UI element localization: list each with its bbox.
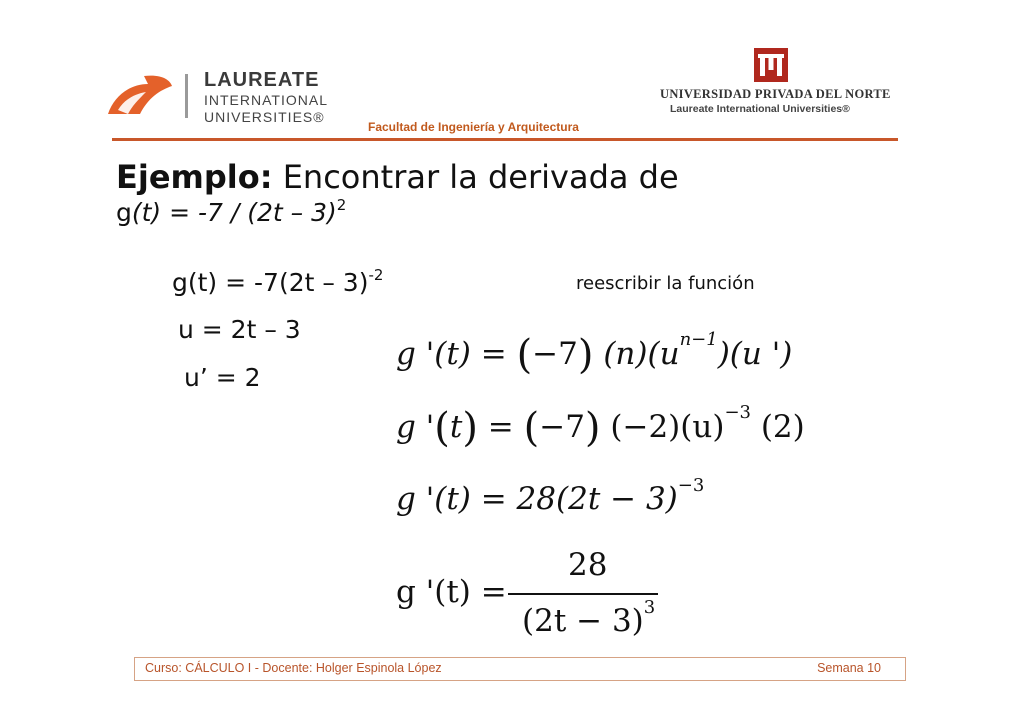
header-rule (112, 138, 898, 141)
line1-exp: n−1 (679, 329, 718, 350)
line2-coef: −7 (539, 409, 585, 445)
laureate-wordmark (204, 70, 328, 124)
final-lhs: g '(t) = (396, 574, 507, 610)
upn-emblem-icon (754, 48, 788, 82)
simplified-line (396, 475, 705, 517)
laureate-line2: INTERNATIONAL (204, 92, 328, 108)
function-exponent: 2 (336, 196, 347, 214)
laureate-line3: UNIVERSITIES® (204, 109, 325, 125)
line2-t: t (449, 409, 463, 445)
week-label: Semana 10 (817, 661, 881, 675)
function-body: (t) = -7 / (2t – 3) (131, 198, 337, 227)
line3-exp: −3 (677, 475, 705, 496)
course-info: Curso: CÁLCULO I - Docente: Holger Espinola López (145, 661, 442, 675)
title-rest: Encontrar la derivada de (272, 158, 679, 196)
line2-exp: −3 (724, 402, 751, 423)
logo-divider (185, 74, 188, 118)
denominator-base: (2t − 3) (522, 603, 644, 639)
fraction-denominator (522, 597, 656, 639)
laureate-leaf-icon (104, 70, 174, 120)
slide-footer (134, 657, 906, 681)
rewrite-step (172, 268, 383, 297)
line2-lhs: g ' (396, 409, 435, 445)
fraction-bar (508, 593, 658, 595)
upn-subtitle: Laureate International Universities® (670, 103, 850, 115)
function-name: g (116, 198, 132, 227)
line2-mid: (−2)(u) (600, 409, 725, 445)
upn-name: UNIVERSIDAD PRIVADA DEL NORTE (660, 87, 891, 101)
line1-tail: )(u ') (717, 336, 793, 372)
chain-rule-line: g '(t) = (−7) $(n)(u^{n-1})(u$ ') (396, 329, 793, 378)
line1-lhs: g '(t) = (396, 336, 517, 372)
line2-eq: = (477, 409, 524, 445)
function-statement (116, 198, 346, 227)
slide-title (116, 158, 679, 196)
rewrite-note: reescribir la función (576, 273, 755, 294)
denominator-exp: 3 (643, 597, 656, 618)
line2-tail: (2) (750, 409, 805, 445)
uprime-definition: u’ = 2 (184, 363, 261, 392)
faculty-label: Facultad de Ingeniería y Arquitectura (368, 120, 579, 134)
line1-mid: (n)(u (593, 336, 680, 372)
laureate-line1: LAUREATE (204, 69, 320, 91)
rewrite-exponent: -2 (368, 266, 384, 284)
title-bold: Ejemplo: (116, 158, 273, 196)
line3-lhs: g '(t) = 28(2t − 3) (396, 481, 678, 517)
fraction-numerator: 28 (568, 547, 608, 583)
substitution-line: g '(t) = (−7) $(-2)(u)^{-3}$ (2) (396, 402, 805, 451)
line1-coef: −7 (532, 336, 578, 372)
u-definition: u = 2t – 3 (178, 315, 301, 344)
rewrite-base: g(t) = -7(2t – 3) (172, 268, 369, 297)
